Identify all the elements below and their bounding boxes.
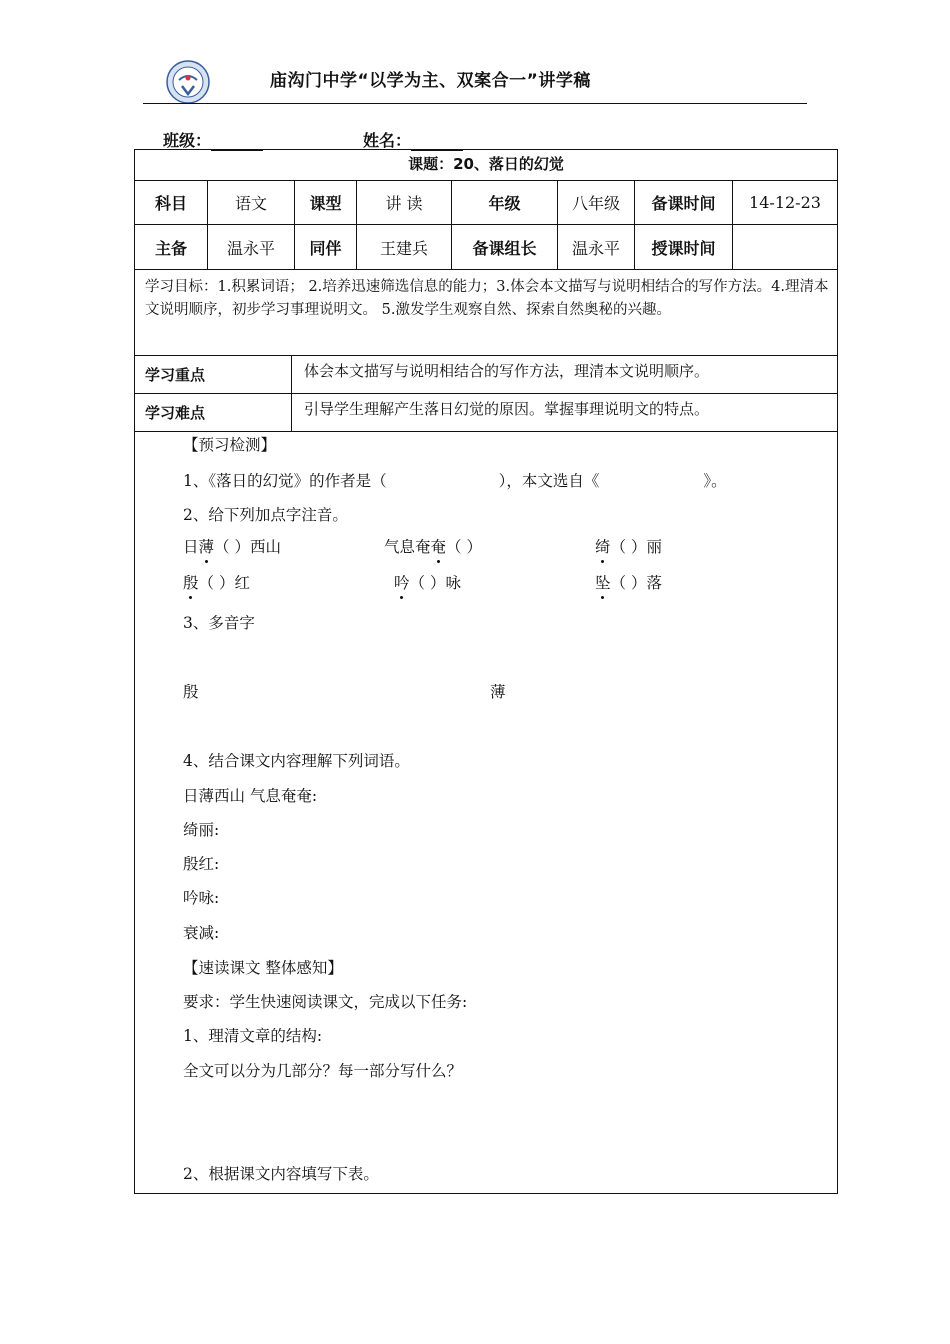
speed-read-heading: 【速读课文 整体感知】 bbox=[183, 959, 343, 977]
pinyin-blank[interactable]: （ ） bbox=[446, 538, 482, 556]
school-logo-icon bbox=[165, 60, 211, 104]
goals-row bbox=[135, 270, 837, 356]
speed-read-requirement: 要求：学生快速阅读课文，完成以下任务: bbox=[183, 993, 468, 1011]
word-item: 衰减: bbox=[183, 924, 220, 942]
dotted-char: 薄 bbox=[198, 538, 215, 556]
difficulty-label: 学习难点 bbox=[145, 404, 206, 422]
peer-label: 同伴 bbox=[294, 225, 356, 269]
dotted-char: 殷 bbox=[183, 574, 199, 592]
pinyin-blank[interactable]: （ ）丽 bbox=[610, 538, 662, 556]
subject-label: 科目 bbox=[154, 194, 187, 213]
topic-row bbox=[135, 150, 837, 181]
question-1-mid: ），本文选自《 bbox=[498, 472, 600, 490]
dotted-char: 坠 bbox=[595, 574, 611, 592]
pinyin-item-yan-red bbox=[183, 571, 250, 593]
task-1-question: 全文可以分为几部分？每一部分写什么？ bbox=[183, 1062, 463, 1080]
lesson-topic: 课题：20、落日的幻觉 bbox=[408, 155, 564, 173]
lesson-sheet bbox=[134, 149, 838, 1194]
question-2: 2、给下列加点字注音。 bbox=[183, 506, 348, 524]
type-label: 课型 bbox=[294, 181, 356, 224]
teach-time-label: 授课时间 bbox=[634, 225, 732, 269]
question-1-suffix: 》。 bbox=[703, 472, 727, 490]
class-field bbox=[163, 128, 263, 151]
lead-value: 温永平 bbox=[207, 225, 294, 269]
pinyin-item-qi bbox=[595, 535, 662, 557]
name-label: 姓名： bbox=[363, 131, 412, 150]
class-label: 班级： bbox=[163, 131, 212, 150]
difficulty-text: 引导学生理解产生落日幻觉的原因。掌握事理说明文的特点。 bbox=[291, 394, 837, 431]
name-field bbox=[363, 128, 463, 151]
task-1: 1、理清文章的结构: bbox=[183, 1027, 323, 1045]
question-1-prefix: 1、《落日的幻觉》的作者是（ bbox=[183, 472, 387, 490]
dotted-char: 吟 bbox=[394, 574, 410, 592]
word-item: 绮丽: bbox=[183, 821, 220, 839]
meta-row-2 bbox=[135, 225, 837, 270]
difficulty-row bbox=[135, 394, 837, 432]
pinyin-item-yan bbox=[384, 535, 482, 557]
header-divider bbox=[143, 103, 807, 104]
grade-value: 八年级 bbox=[557, 181, 634, 224]
polyphone-1: 殷 bbox=[183, 683, 199, 701]
pinyin-item-yin bbox=[394, 571, 461, 593]
focus-text: 体会本文描写与说明相结合的写作方法，理清本文说明顺序。 bbox=[291, 356, 837, 393]
preview-heading: 【预习检测】 bbox=[183, 436, 277, 454]
dotted-char: 奄 bbox=[430, 538, 447, 556]
grade-label: 年级 bbox=[451, 181, 557, 224]
meta-row-1 bbox=[135, 181, 837, 225]
pinyin-item-bo bbox=[183, 535, 281, 557]
word-item: 殷红: bbox=[183, 855, 220, 873]
group-leader-value: 温永平 bbox=[557, 225, 634, 269]
pinyin-blank[interactable]: （ ）西山 bbox=[214, 538, 281, 556]
lead-label: 主备 bbox=[154, 238, 187, 258]
pinyin-blank[interactable]: （ ）红 bbox=[198, 574, 250, 592]
polyphone-2: 薄 bbox=[490, 683, 506, 701]
group-leader-label: 备课组长 bbox=[451, 225, 557, 269]
teach-time-value[interactable] bbox=[732, 225, 837, 269]
pinyin-text: 气息奄 bbox=[384, 538, 431, 556]
subject-value: 语文 bbox=[207, 181, 294, 224]
pinyin-item-zhui bbox=[595, 571, 662, 593]
task-2: 2、根据课文内容填写下表。 bbox=[183, 1165, 379, 1183]
question-1 bbox=[183, 469, 727, 491]
pinyin-text: 日 bbox=[183, 538, 199, 556]
prep-time-label: 备课时间 bbox=[634, 181, 732, 224]
learning-goals: 学习目标：1.积累词语； 2.培养迅速筛选信息的能力；3.体会本文描写与说明相结合的写作方法。4.理清本文说明顺序，初步学习事理说明文。 5.激发学生观察自然、探索自然奥秘的兴趣。 bbox=[145, 279, 829, 318]
word-item: 日薄西山 气息奄奄: bbox=[183, 787, 318, 805]
pinyin-blank[interactable]: （ ）落 bbox=[610, 574, 662, 592]
dotted-char: 绮 bbox=[595, 538, 611, 556]
pinyin-blank[interactable]: （ ）咏 bbox=[409, 574, 461, 592]
focus-label: 学习重点 bbox=[145, 366, 206, 384]
page-title: 庙沟门中学“以学为主、双案合一”讲学稿 bbox=[270, 71, 591, 91]
peer-value: 王建兵 bbox=[356, 225, 451, 269]
question-4: 4、结合课文内容理解下列词语。 bbox=[183, 752, 410, 770]
type-value: 讲 读 bbox=[356, 181, 451, 224]
focus-row bbox=[135, 356, 837, 394]
prep-time-value: 14-12-23 bbox=[732, 181, 837, 224]
word-item: 吟咏: bbox=[183, 889, 220, 907]
question-3: 3、多音字 bbox=[183, 614, 255, 632]
